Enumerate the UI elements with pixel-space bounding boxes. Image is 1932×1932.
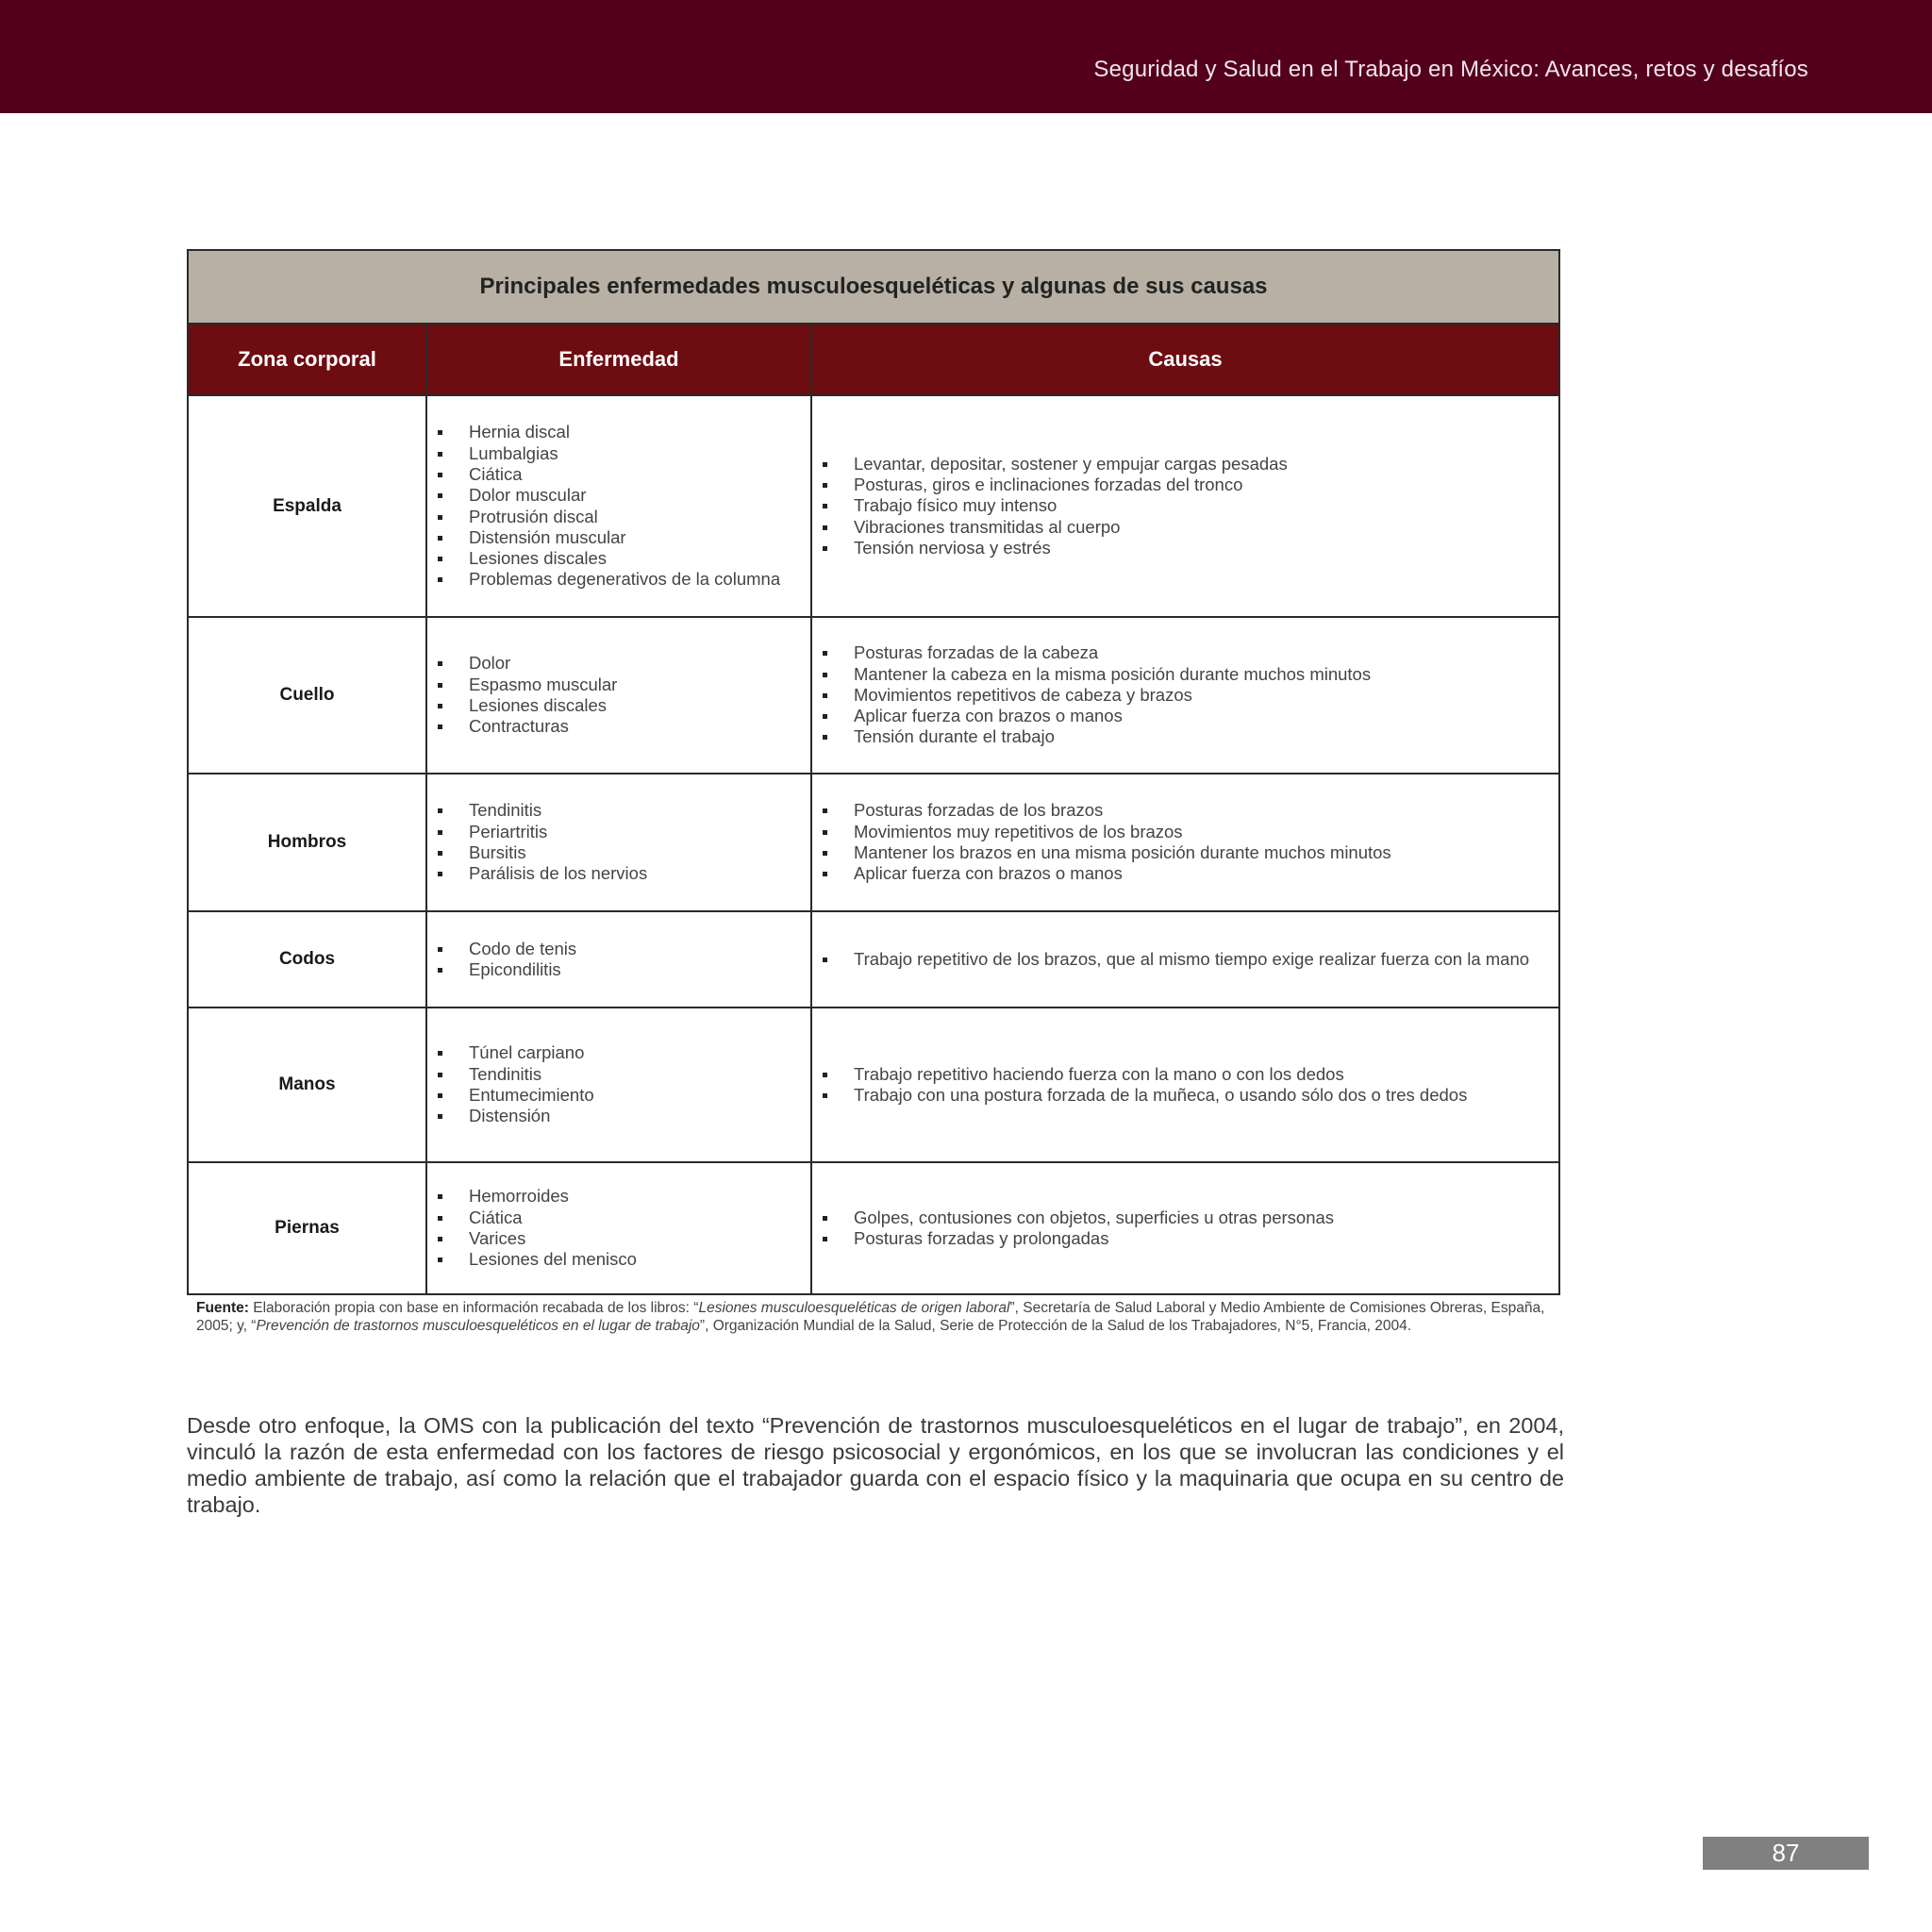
causes-list (820, 949, 1551, 970)
disease-item: Problemas degenerativos de la columna (435, 569, 803, 590)
disease-list (435, 422, 803, 590)
table-row (188, 1162, 1559, 1294)
causes-cell (811, 395, 1559, 617)
source-title-1: Lesiones musculoesqueléticas de origen laboral (698, 1300, 1010, 1316)
column-header-zone: Zona corporal (188, 324, 426, 395)
table-row (188, 395, 1559, 617)
source-text-1: Elaboración propia con base en información recabada de los libros: “ (248, 1300, 699, 1316)
causes-cell (811, 774, 1559, 911)
zone-cell: Manos (188, 1008, 426, 1162)
cause-item: Mantener la cabeza en la misma posición durante muchos minutos (820, 664, 1551, 685)
cause-item: Movimientos repetitivos de cabeza y brazos (820, 685, 1551, 706)
cause-item: Golpes, contusiones con objetos, superficies u otras personas (820, 1208, 1551, 1228)
page-number: 87 (1703, 1837, 1869, 1870)
zone-cell: Cuello (188, 617, 426, 774)
disease-cell (426, 1162, 811, 1294)
disease-item: Tendinitis (435, 800, 803, 821)
disease-item: Ciática (435, 1208, 803, 1228)
disease-item: Parálisis de los nervios (435, 863, 803, 884)
cause-item: Movimientos muy repetitivos de los brazos (820, 822, 1551, 842)
source-title-2: Prevención de trastornos musculoesqueléticos en el lugar de trabajo (256, 1318, 700, 1334)
cause-item: Aplicar fuerza con brazos o manos (820, 706, 1551, 726)
disease-item: Contracturas (435, 716, 803, 737)
causes-cell (811, 1008, 1559, 1162)
cause-item: Mantener los brazos en una misma posición durante muchos minutos (820, 842, 1551, 863)
cause-item: Trabajo físico muy intenso (820, 495, 1551, 516)
cause-item: Trabajo repetitivo de los brazos, que al mismo tiempo exige realizar fuerza con la mano (820, 949, 1551, 970)
source-note (196, 1299, 1564, 1335)
disease-item: Lesiones discales (435, 695, 803, 716)
disease-item: Hemorroides (435, 1186, 803, 1207)
table-row (188, 1008, 1559, 1162)
disease-list (435, 939, 803, 981)
body-paragraph: Desde otro enfoque, la OMS con la publicación del texto “Prevención de trastornos musculoesqueléticos en el lugar de trabajo”, en 2004, vinculó la razón de esta enfermedad con los factores de riesgo psicosocial y ergonómicos, en los que se involucran las condiciones y el medio ambiente de trabajo, así como la relación que el trabajador guarda con el espacio físico y la maquinaria que ocupa en su centro de trabajo. (187, 1413, 1564, 1517)
cause-item: Posturas forzadas de la cabeza (820, 642, 1551, 663)
disease-item: Periartritis (435, 822, 803, 842)
causes-cell (811, 617, 1559, 774)
cause-item: Posturas forzadas de los brazos (820, 800, 1551, 821)
table-row (188, 911, 1559, 1008)
source-text-3: ”, Organización Mundial de la Salud, Serie de Protección de la Salud de los Trabajadores, N°5, Francia, 2004. (699, 1318, 1411, 1334)
running-header-title: Seguridad y Salud en el Trabajo en México: Avances, retos y desafíos (1093, 57, 1808, 82)
causes-cell (811, 1162, 1559, 1294)
table-row (188, 774, 1559, 911)
table-row (188, 617, 1559, 774)
cause-item: Posturas, giros e inclinaciones forzadas del tronco (820, 475, 1551, 495)
disease-item: Lumbalgias (435, 443, 803, 464)
disease-cell (426, 774, 811, 911)
disease-list (435, 1042, 803, 1126)
disease-list (435, 800, 803, 884)
disease-item: Dolor muscular (435, 485, 803, 506)
disease-item: Espasmo muscular (435, 675, 803, 695)
source-label: Fuente: (196, 1300, 249, 1316)
cause-item: Posturas forzadas y prolongadas (820, 1228, 1551, 1249)
causes-list (820, 800, 1551, 884)
cause-item: Tensión nerviosa y estrés (820, 538, 1551, 558)
disease-cell (426, 911, 811, 1008)
disease-item: Ciática (435, 464, 803, 485)
column-header-causes: Causas (811, 324, 1559, 395)
zone-cell: Hombros (188, 774, 426, 911)
disease-item: Epicondilitis (435, 959, 803, 980)
table-caption: Principales enfermedades musculoesqueléticas y algunas de sus causas (188, 250, 1559, 324)
disease-list (435, 653, 803, 737)
diseases-table (187, 249, 1560, 1295)
disease-item: Bursitis (435, 842, 803, 863)
disease-item: Lesiones del menisco (435, 1249, 803, 1270)
zone-cell: Codos (188, 911, 426, 1008)
disease-item: Lesiones discales (435, 548, 803, 569)
disease-list (435, 1186, 803, 1270)
disease-cell (426, 1008, 811, 1162)
disease-item: Protrusión discal (435, 507, 803, 527)
causes-list (820, 642, 1551, 747)
disease-cell (426, 395, 811, 617)
disease-item: Codo de tenis (435, 939, 803, 959)
cause-item: Aplicar fuerza con brazos o manos (820, 863, 1551, 884)
cause-item: Trabajo repetitivo haciendo fuerza con la mano o con los dedos (820, 1064, 1551, 1085)
disease-item: Entumecimiento (435, 1085, 803, 1106)
disease-item: Distensión muscular (435, 527, 803, 548)
cause-item: Vibraciones transmitidas al cuerpo (820, 517, 1551, 538)
column-header-disease: Enfermedad (426, 324, 811, 395)
disease-item: Tendinitis (435, 1064, 803, 1085)
disease-item: Varices (435, 1228, 803, 1249)
zone-cell: Espalda (188, 395, 426, 617)
disease-item: Dolor (435, 653, 803, 674)
causes-list (820, 1208, 1551, 1250)
causes-list (820, 1064, 1551, 1107)
cause-item: Levantar, depositar, sostener y empujar cargas pesadas (820, 454, 1551, 475)
disease-item: Distensión (435, 1106, 803, 1126)
cause-item: Tensión durante el trabajo (820, 726, 1551, 747)
header-band (0, 0, 1932, 113)
cause-item: Trabajo con una postura forzada de la muñeca, o usando sólo dos o tres dedos (820, 1085, 1551, 1106)
causes-list (820, 454, 1551, 558)
disease-item: Hernia discal (435, 422, 803, 442)
disease-item: Túnel carpiano (435, 1042, 803, 1063)
causes-cell (811, 911, 1559, 1008)
disease-cell (426, 617, 811, 774)
source-text-2: ”, Secretaría de Salud Laboral y Medio Ambiente de Comisiones Obreras, España, 2005; y, “ (196, 1300, 1545, 1334)
zone-cell: Piernas (188, 1162, 426, 1294)
